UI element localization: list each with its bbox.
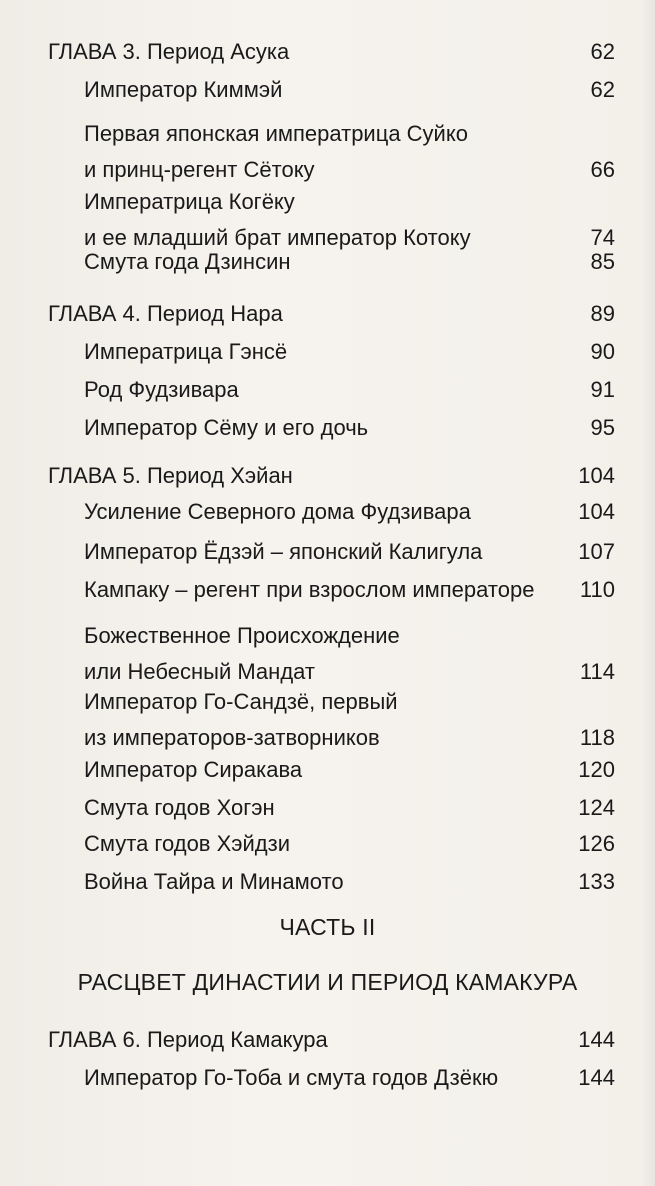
part-label: ЧАСТЬ II — [279, 914, 376, 940]
toc-page-number: 89 — [590, 301, 615, 326]
toc-entry-title — [84, 756, 302, 783]
toc-entry-title-line: Император Сёму и его дочь — [84, 415, 369, 440]
toc-entry-title-line: Император Сиракава — [84, 757, 303, 782]
toc-page-number: 95 — [590, 415, 615, 440]
toc-page-number: 126 — [578, 831, 615, 856]
toc-page-number: 110 — [579, 577, 615, 602]
toc-page-number: 74 — [590, 225, 615, 250]
toc-entry-title — [48, 300, 283, 327]
toc-page-number: 85 — [590, 249, 615, 274]
toc-entry-title — [84, 622, 400, 685]
toc-entry-title — [48, 1026, 328, 1053]
toc-entry-title-line: ГЛАВА 5. Период Хэйан — [48, 463, 293, 488]
toc-entry-title-line: Император Киммэй — [84, 77, 283, 102]
toc-entry-title-line: Императрица Когёку — [84, 189, 295, 214]
toc-entry-title — [84, 1064, 498, 1091]
toc-page-number: 104 — [578, 463, 615, 488]
part-title: РАСЦВЕТ ДИНАСТИИ И ПЕРИОД КАМАКУРА — [77, 969, 578, 995]
toc-entry-title — [84, 498, 471, 525]
toc-page-number: 62 — [590, 39, 615, 64]
toc-entry-title — [84, 868, 344, 895]
toc-page-number: 91 — [590, 377, 615, 402]
toc-page-number: 66 — [590, 157, 615, 182]
toc-page-number: 107 — [578, 539, 615, 564]
toc-entry-title-line: или Небесный Мандат — [84, 659, 315, 684]
toc-entry-title-line: Император Ёдзэй – японский Калигула — [84, 539, 483, 564]
toc-entry-title-line: ГЛАВА 6. Период Камакура — [48, 1027, 328, 1052]
toc-entry-title — [84, 188, 471, 251]
toc-entry-title-line: Война Тайра и Минамото — [84, 869, 344, 894]
toc-entry-title — [84, 830, 290, 857]
toc-entry-title-line: и принц-регент Сётоку — [84, 157, 315, 182]
page-edge-shadow — [641, 0, 655, 1186]
toc-entry-title-line: Смута годов Хогэн — [84, 795, 275, 820]
toc-entry-title — [48, 462, 293, 489]
toc-entry-title-line: Император Го-Сандзё, первый — [84, 689, 398, 714]
toc-entry-title — [84, 414, 368, 441]
toc-page-number: 104 — [578, 499, 615, 524]
toc-page-number: 124 — [578, 795, 615, 820]
toc-page-number: 144 — [578, 1027, 615, 1052]
toc-entry-title-line: Смута годов Хэйдзи — [84, 831, 291, 856]
toc-entry-title-line: ГЛАВА 3. Период Асука — [48, 39, 290, 64]
toc-entry-title — [84, 120, 468, 183]
toc-entry-title-line: ГЛАВА 4. Период Нара — [48, 301, 283, 326]
toc-page-number: 114 — [579, 659, 615, 684]
toc-entry-title — [84, 338, 287, 365]
toc-entry-title-line: Божественное Происхождение — [84, 623, 400, 648]
toc-page-number: 120 — [578, 757, 615, 782]
toc-entry-title — [84, 538, 482, 565]
toc-page-number: 62 — [590, 77, 615, 102]
toc-entry-title-line: Первая японская императрица Суйко — [84, 121, 468, 146]
toc-entry-title-line: и ее младший брат император Котоку — [84, 225, 471, 250]
toc-page-number: 133 — [578, 869, 615, 894]
toc-entry-title-line: Императрица Гэнсё — [84, 339, 288, 364]
toc-entry-title — [84, 794, 275, 821]
toc-page-number: 144 — [578, 1065, 615, 1090]
toc-entry-title — [84, 248, 291, 275]
toc-entry-title-line: из императоров-затворников — [84, 725, 380, 750]
toc-entry-title-line: Император Го-Тоба и смута годов Дзёкю — [84, 1065, 499, 1090]
toc-entry-title — [84, 576, 534, 603]
toc-entry-title — [84, 76, 282, 103]
toc-page-number: 118 — [579, 725, 615, 750]
toc-entry-title — [48, 38, 289, 65]
toc-page-number: 90 — [590, 339, 615, 364]
toc-entry-title-line: Род Фудзивара — [84, 377, 239, 402]
toc-entry-title — [84, 376, 239, 403]
toc-entry-title-line: Усиление Северного дома Фудзивара — [84, 499, 471, 524]
toc-entry-title-line: Смута года Дзинсин — [84, 249, 291, 274]
toc-entry-title-line: Кампаку – регент при взрослом императоре — [84, 577, 535, 602]
toc-entry-title — [84, 688, 398, 751]
